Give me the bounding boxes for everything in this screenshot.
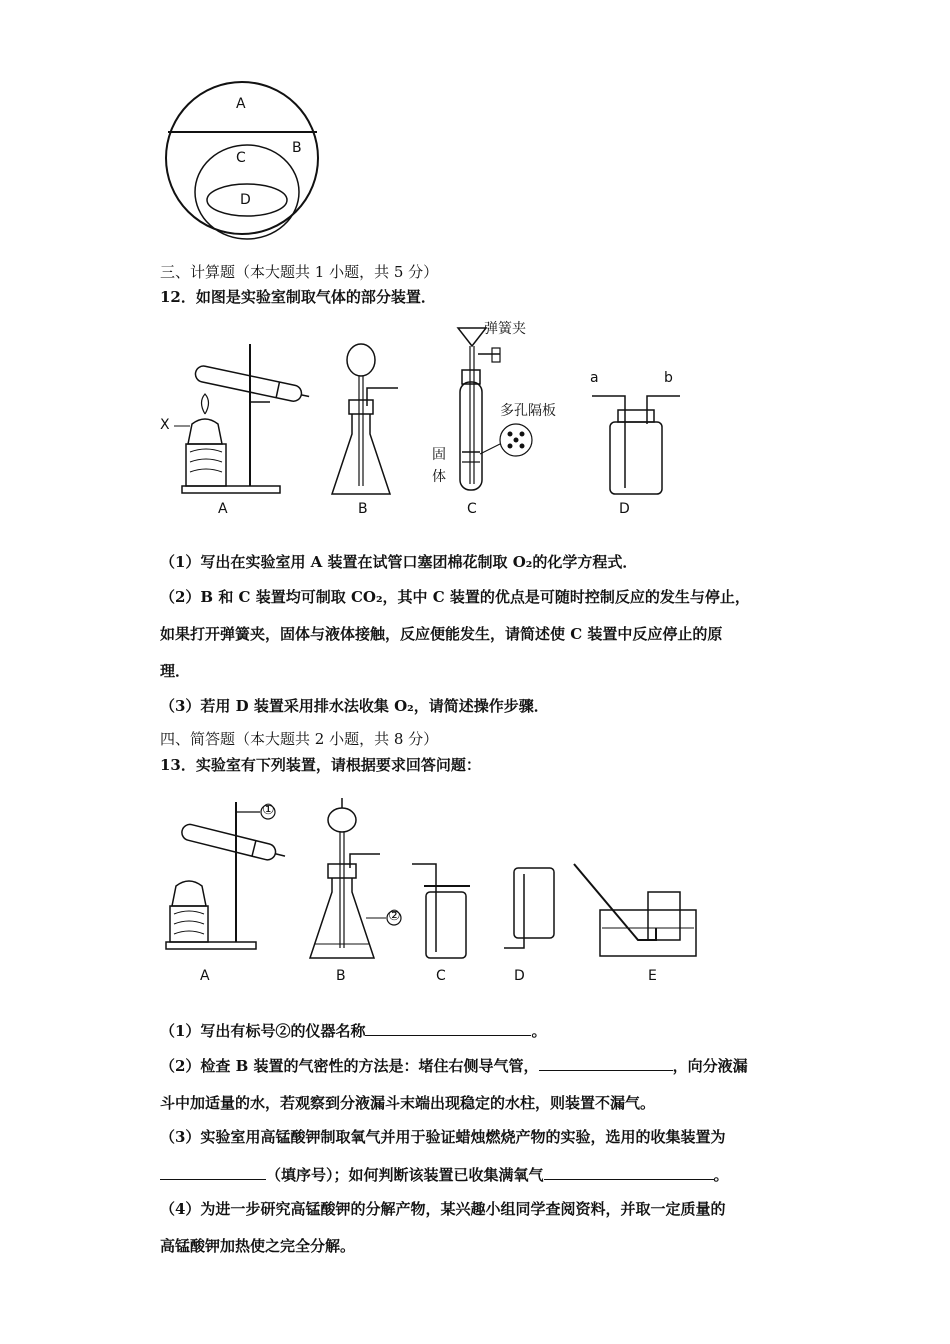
fig12-solid-label-1: 固 xyxy=(432,447,446,463)
fig13-label-b: B xyxy=(336,968,346,984)
q12-part1: （1）写出在实验室用 A 装置在试管口塞团棉花制取 O₂的化学方程式． xyxy=(160,553,638,571)
fig13-label-c: C xyxy=(436,968,446,984)
venn-diagram xyxy=(160,80,340,240)
fig12-label-b: B xyxy=(358,501,368,517)
q13-part3-answer-blank-1[interactable] xyxy=(160,1165,266,1180)
q13-part1-text: （1）写出有标号②的仪器名称 xyxy=(160,1022,366,1040)
venn-label-c: C xyxy=(236,150,246,166)
q13-part2-line1 xyxy=(160,1056,748,1076)
q12-title: 12．如图是实验室制取气体的部分装置． xyxy=(160,288,436,306)
q13-part2-answer-blank[interactable] xyxy=(539,1056,673,1071)
q13-part3-line1: （3）实验室用高锰酸钾制取氧气并用于验证蜡烛燃烧产物的实验，选用的收集装置为 xyxy=(160,1128,726,1146)
fig12-label-a: A xyxy=(218,501,228,517)
q12-part2-line3: 理． xyxy=(160,662,191,680)
q12-part2-line2: 如果打开弹簧夹，固体与液体接触，反应便能发生，请简述使 C 装置中反应停止的原 xyxy=(160,625,723,643)
venn-label-b: B xyxy=(292,140,302,156)
fig12-spring-clip-label: 弹簧夹 xyxy=(484,321,526,337)
q13-part2-text-b: ，向分液漏 xyxy=(672,1057,748,1075)
q13-part4-line1: （4）为进一步研究高锰酸钾的分解产物，某兴趣小组同学查阅资料，并取一定质量的 xyxy=(160,1200,726,1218)
q12-part2-line1: （2）B 和 C 装置均可制取 CO₂，其中 C 装置的优点是可随时控制反应的发生与停止， xyxy=(160,588,750,606)
q13-part4-line2: 高锰酸钾加热使之完全分解。 xyxy=(160,1237,356,1255)
section3-heading: 三、计算题（本大题共 1 小题，共 5 分） xyxy=(160,263,439,281)
q13-part2-text-a: （2）检查 B 装置的气密性的方法是：堵住右侧导气管， xyxy=(160,1057,539,1075)
fig13-label-d: D xyxy=(514,968,525,984)
q13-part3-text-a: （填序号）；如何判断该装置已收集满氧气 xyxy=(266,1166,544,1184)
q13-figure xyxy=(160,788,720,988)
q13-part2-line2: 斗中加适量的水，若观察到分液漏斗末端出现稳定的水柱，则装置不漏气。 xyxy=(160,1094,656,1112)
q12-figure xyxy=(160,314,680,524)
fig12-port-b: b xyxy=(664,370,673,386)
fig13-number-2: ② xyxy=(388,908,401,924)
fig12-label-x: X xyxy=(160,417,170,433)
fig12-port-a: a xyxy=(590,370,599,386)
q13-part1-end: 。 xyxy=(531,1022,547,1040)
q13-title: 13．实验室有下列装置，请根据要求回答问题： xyxy=(160,756,481,774)
q12-part3: （3）若用 D 装置采用排水法收集 O₂，请简述操作步骤． xyxy=(160,697,549,715)
q13-part1 xyxy=(160,1021,546,1041)
fig13-label-e: E xyxy=(648,968,657,984)
q13-part3-line2 xyxy=(160,1165,729,1185)
fig12-label-d: D xyxy=(619,501,630,517)
fig12-porous-plate-label: 多孔隔板 xyxy=(500,403,556,419)
q13-part3-end: 。 xyxy=(713,1166,729,1184)
fig13-label-a: A xyxy=(200,968,210,984)
q13-part1-answer-blank[interactable] xyxy=(365,1021,531,1036)
fig13-number-1: ① xyxy=(262,802,275,818)
fig12-solid-label-2: 体 xyxy=(432,469,446,485)
section4-heading: 四、简答题（本大题共 2 小题，共 8 分） xyxy=(160,730,439,748)
venn-label-a: A xyxy=(236,96,246,112)
q13-part3-answer-blank-2[interactable] xyxy=(544,1165,714,1180)
venn-label-d: D xyxy=(240,192,251,208)
fig12-label-c: C xyxy=(467,501,477,517)
